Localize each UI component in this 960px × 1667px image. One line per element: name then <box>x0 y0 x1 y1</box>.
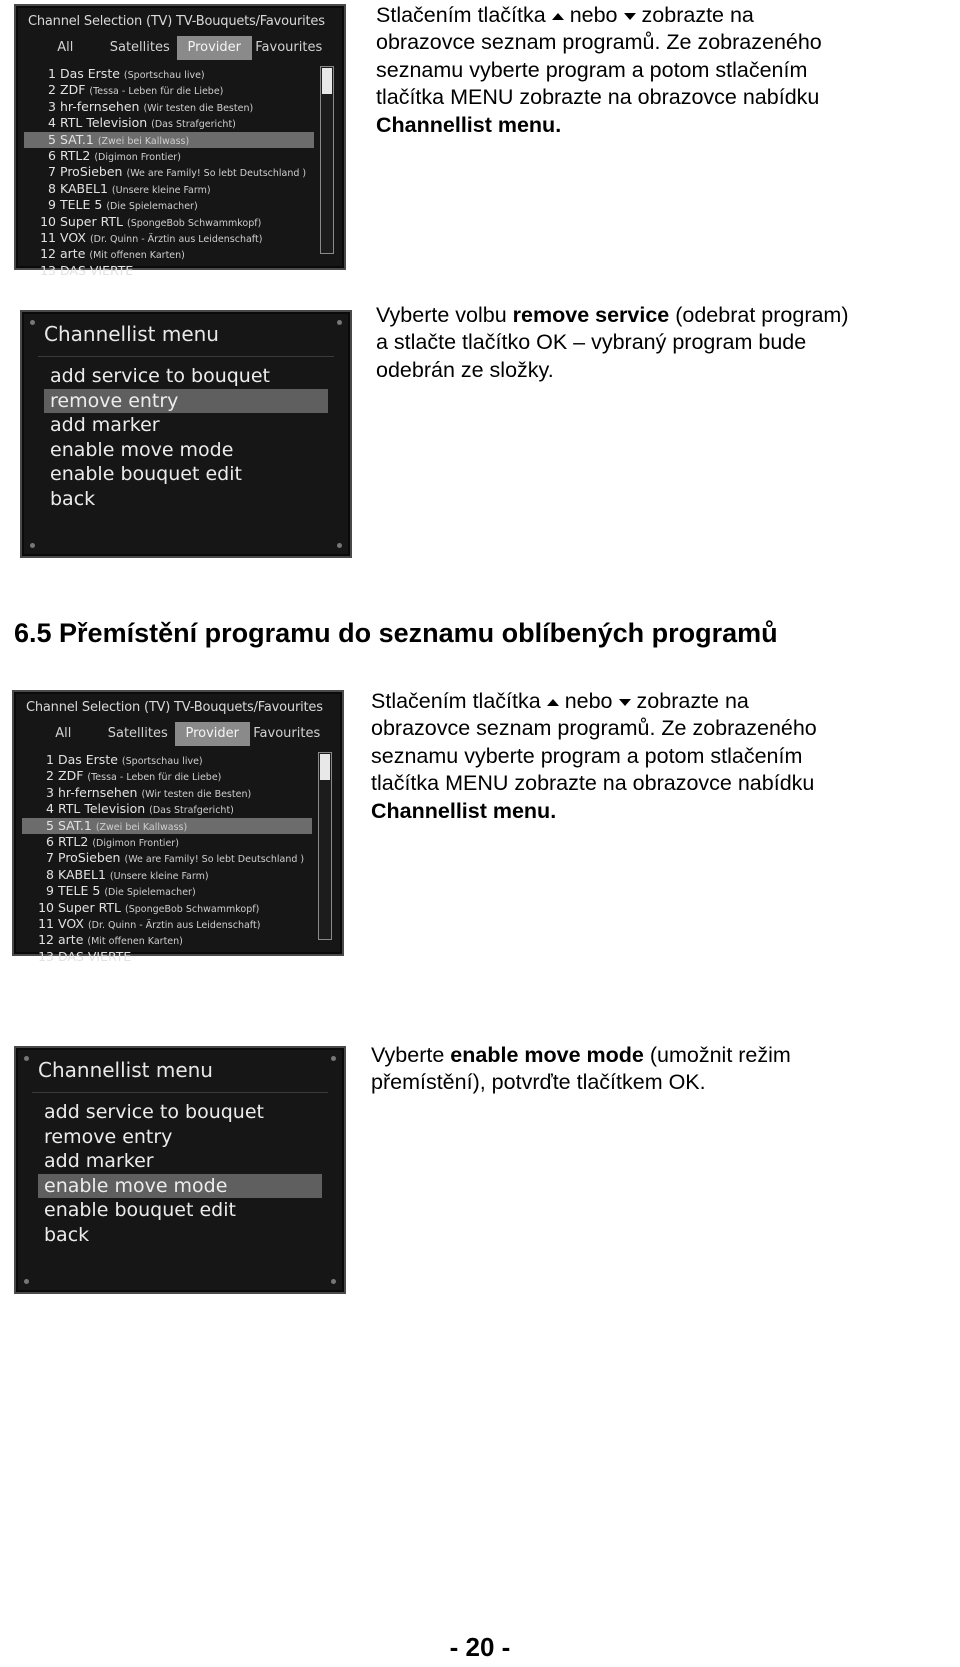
intro-text-1a: Stlačením tlačítka <box>376 3 546 27</box>
move-paragraph <box>371 1042 791 1097</box>
menu-title: Channellist menu <box>38 1058 213 1082</box>
menu-item[interactable]: remove entry <box>44 389 328 414</box>
channel-event: (We are Family! So lebt Deutschland ) <box>126 168 307 180</box>
channel-row[interactable] <box>24 82 314 98</box>
intro-text-5: Channellist menu. <box>371 798 557 823</box>
channel-number: 11 <box>38 915 54 931</box>
channel-name: RTL2 <box>58 833 89 849</box>
screw-dot-icon <box>24 1279 29 1284</box>
menu-item[interactable]: enable bouquet edit <box>44 1199 236 1222</box>
channel-name: ProSieben <box>58 850 121 866</box>
channel-name: DAS VIERTE <box>58 948 132 964</box>
channel-event: (Unsere kleine Farm) <box>111 184 211 196</box>
channel-number: 5 <box>46 817 54 833</box>
channel-event: (Die Spielemacher) <box>104 887 196 899</box>
channel-event: (Wir testen die Besten) <box>141 788 252 800</box>
screw-dot-icon <box>337 543 342 548</box>
menu-item[interactable]: add service to bouquet <box>44 1101 264 1123</box>
intro-text-1a: Stlačením tlačítka <box>371 689 541 713</box>
channel-name: VOX <box>60 229 86 245</box>
intro-text-3: seznamu vyberte program a potom stlačením <box>371 743 803 768</box>
channel-event: (Mit offenen Karten) <box>89 250 185 262</box>
remove-paragraph <box>376 302 849 384</box>
scrollbar-thumb[interactable] <box>320 754 330 780</box>
menu-item[interactable]: remove entry <box>44 1125 173 1148</box>
channel-name: hr-fernsehen <box>60 98 140 114</box>
channel-number: 9 <box>48 197 56 213</box>
channel-name: Das Erste <box>60 66 120 81</box>
move-text-1b: enable move mode <box>450 1043 644 1067</box>
channel-row[interactable] <box>24 115 314 131</box>
menu-item[interactable]: enable move mode <box>38 1174 322 1199</box>
arrow-up-icon <box>547 699 559 706</box>
channel-row[interactable] <box>24 164 314 180</box>
intro-paragraph-1 <box>376 2 822 139</box>
intro-text-1c: zobrazte na <box>636 689 749 713</box>
menu-divider <box>38 356 334 357</box>
channel-name: ZDF <box>60 82 86 98</box>
intro-text-2: obrazovce seznam programů. Ze zobrazeného <box>376 30 822 55</box>
channel-name: ProSieben <box>60 164 123 180</box>
channel-row[interactable] <box>24 148 314 164</box>
channel-number: 13 <box>38 948 54 964</box>
channel-row[interactable] <box>24 132 314 148</box>
channel-row[interactable] <box>24 181 314 197</box>
channel-number: 6 <box>48 147 56 163</box>
channel-list-scrollbar[interactable] <box>318 752 332 940</box>
channel-event: (Unsere kleine Farm) <box>109 870 209 882</box>
channel-row[interactable] <box>24 197 314 213</box>
section-heading: 6.5 Přemístění programu do seznamu oblíbených programů <box>14 618 778 648</box>
channel-name: KABEL1 <box>60 180 108 196</box>
tab-provider[interactable]: Provider <box>175 722 250 746</box>
channel-number: 9 <box>46 883 54 899</box>
channel-number: 12 <box>38 932 54 948</box>
channel-list-tabs <box>26 722 324 746</box>
channel-event: (Zwei bei Kallwass) <box>95 821 188 833</box>
channel-row[interactable] <box>22 916 312 932</box>
channel-event: (Digimon Frontier) <box>94 151 181 163</box>
channel-number: 12 <box>40 246 56 262</box>
channel-number: 1 <box>46 752 54 767</box>
intro-text-1b: nebo <box>564 689 613 713</box>
screw-dot-icon <box>337 320 342 325</box>
channel-number: 4 <box>46 801 54 817</box>
intro-paragraph-2 <box>371 688 817 825</box>
channel-row[interactable] <box>22 932 312 948</box>
channel-row[interactable] <box>22 883 312 899</box>
tab-satellites[interactable]: Satellites <box>107 726 168 741</box>
intro-text-2: obrazovce seznam programů. Ze zobrazeného <box>371 716 817 741</box>
channel-event: (Zwei bei Kallwass) <box>97 135 190 147</box>
channel-list-tabs <box>28 36 326 60</box>
channel-name: SAT.1 <box>58 817 92 833</box>
channel-event: (Das Strafgericht) <box>149 805 234 817</box>
channel-event: (Wir testen die Besten) <box>143 102 254 114</box>
channel-row[interactable] <box>22 949 312 965</box>
channel-number: 5 <box>48 131 56 147</box>
channel-number: 4 <box>48 115 56 131</box>
channel-row[interactable] <box>24 214 314 230</box>
menu-item[interactable]: back <box>50 487 96 510</box>
tab-provider[interactable]: Provider <box>177 36 252 60</box>
channel-number: 2 <box>48 82 56 98</box>
menu-item[interactable]: enable move mode <box>50 438 234 461</box>
channel-number: 1 <box>48 66 56 81</box>
channel-event: (Das Strafgericht) <box>151 119 236 131</box>
scrollbar-thumb[interactable] <box>322 68 332 94</box>
channel-number: 8 <box>48 180 56 196</box>
channel-row[interactable] <box>22 801 312 817</box>
channel-list-title: Channel Selection (TV) TV-Bouquets/Favourites <box>26 700 323 715</box>
channel-event: (SpongeBob Schwammkopf) <box>124 903 260 915</box>
channel-row[interactable] <box>24 66 314 82</box>
channellist-menu <box>44 364 328 512</box>
channel-number: 3 <box>48 98 56 114</box>
remove-text-3: odebrán ze složky. <box>376 357 554 382</box>
channel-number: 6 <box>46 833 54 849</box>
channel-number: 10 <box>38 899 54 915</box>
channel-event: (Tessa - Leben für die Liebe) <box>87 772 222 784</box>
channel-name: ZDF <box>58 768 84 784</box>
channel-name: arte <box>60 246 86 262</box>
menu-item[interactable]: add marker <box>44 1150 154 1173</box>
channel-event: (Mit offenen Karten) <box>87 936 183 948</box>
channel-name: SAT.1 <box>60 131 94 147</box>
channel-event: (Dr. Quinn - Ärztin aus Leidenschaft) <box>89 233 263 245</box>
channel-name: TELE 5 <box>60 197 103 213</box>
channel-list <box>24 66 314 279</box>
remove-text-1c: (odebrat program) <box>675 303 849 327</box>
intro-text-3: seznamu vyberte program a potom stlačením <box>376 57 808 82</box>
channel-number: 8 <box>46 866 54 882</box>
screw-dot-icon <box>331 1056 336 1061</box>
channellist-menu-screenshot <box>14 1046 346 1294</box>
move-text-1c: (umožnit režim <box>649 1043 791 1067</box>
remove-text-2: a stlačte tlačítko OK – vybraný program bude <box>376 330 807 355</box>
arrow-down-icon <box>619 699 631 706</box>
channel-name: KABEL1 <box>58 866 106 882</box>
channel-number: 10 <box>40 213 56 229</box>
channel-event: (Tessa - Leben für die Liebe) <box>89 86 224 98</box>
channel-name: arte <box>58 932 84 948</box>
channel-name: Das Erste <box>58 752 118 767</box>
channel-number: 13 <box>40 262 56 278</box>
menu-item[interactable]: add service to bouquet <box>50 365 270 387</box>
arrow-down-icon <box>624 13 636 20</box>
channel-list-screenshot <box>12 690 344 964</box>
channel-event: (Sportschau live) <box>123 70 205 81</box>
menu-item[interactable]: enable bouquet edit <box>50 463 242 486</box>
tab-all[interactable]: All <box>57 40 74 55</box>
channel-name: RTL Television <box>58 801 146 817</box>
intro-text-4: tlačítka MENU zobrazte na obrazovce nabídku <box>371 771 815 796</box>
tab-all[interactable]: All <box>55 726 72 741</box>
intro-text-1c: zobrazte na <box>641 3 754 27</box>
remove-text-1b: remove service <box>512 303 670 327</box>
channel-row[interactable] <box>22 850 312 866</box>
menu-divider <box>32 1092 328 1093</box>
channellist-menu-screenshot <box>20 310 352 558</box>
move-text-2: přemístění), potvrďte tlačítkem OK. <box>371 1070 706 1095</box>
channel-name: DAS VIERTE <box>60 262 134 278</box>
screw-dot-icon <box>30 320 35 325</box>
tab-favourites[interactable]: Favourites <box>255 40 323 55</box>
menu-item[interactable]: back <box>44 1223 90 1246</box>
intro-text-5: Channellist menu. <box>376 112 562 137</box>
intro-text-4: tlačítka MENU zobrazte na obrazovce nabídku <box>376 85 820 110</box>
channel-name: RTL Television <box>60 115 148 131</box>
menu-title: Channellist menu <box>44 322 219 346</box>
channel-number: 3 <box>46 784 54 800</box>
channel-number: 7 <box>48 164 56 180</box>
channel-row[interactable] <box>22 785 312 801</box>
channellist-menu <box>38 1100 322 1248</box>
move-text-1a: Vyberte <box>371 1043 445 1067</box>
channel-name: Super RTL <box>58 899 121 915</box>
tab-favourites[interactable]: Favourites <box>253 726 321 741</box>
channel-list-screenshot <box>14 4 346 278</box>
remove-text-1a: Vyberte volbu <box>376 303 507 327</box>
channel-name: TELE 5 <box>58 883 101 899</box>
channel-row[interactable] <box>22 867 312 883</box>
screw-dot-icon <box>24 1056 29 1061</box>
channel-row[interactable] <box>22 834 312 850</box>
menu-item[interactable]: add marker <box>50 414 160 437</box>
channel-event: (Digimon Frontier) <box>92 837 179 849</box>
channel-name: hr-fernsehen <box>58 784 138 800</box>
channel-event: (Dr. Quinn - Ärztin aus Leidenschaft) <box>87 919 261 931</box>
channel-number: 2 <box>46 768 54 784</box>
channel-event: (Die Spielemacher) <box>106 201 198 213</box>
channel-row[interactable] <box>22 900 312 916</box>
channel-number: 11 <box>40 229 56 245</box>
channel-event: (SpongeBob Schwammkopf) <box>126 217 262 229</box>
intro-text-1b: nebo <box>569 3 618 27</box>
channel-event: (We are Family! So lebt Deutschland ) <box>124 854 305 866</box>
channel-row[interactable] <box>24 230 314 246</box>
channel-row[interactable] <box>22 768 312 784</box>
screw-dot-icon <box>331 1279 336 1284</box>
tab-satellites[interactable]: Satellites <box>109 40 170 55</box>
channel-list-title: Channel Selection (TV) TV-Bouquets/Favourites <box>28 14 325 29</box>
channel-name: Super RTL <box>60 213 123 229</box>
channel-list <box>22 752 312 965</box>
arrow-up-icon <box>552 13 564 20</box>
channel-row[interactable] <box>24 99 314 115</box>
channel-row[interactable] <box>22 752 312 768</box>
channel-row[interactable] <box>24 263 314 279</box>
channel-name: VOX <box>58 915 84 931</box>
channel-event: (Sportschau live) <box>121 756 203 767</box>
screw-dot-icon <box>30 543 35 548</box>
channel-name: RTL2 <box>60 147 91 163</box>
channel-list-scrollbar[interactable] <box>320 66 334 254</box>
channel-row[interactable] <box>22 818 312 834</box>
page-number: - 20 - <box>449 1632 511 1662</box>
channel-number: 7 <box>46 850 54 866</box>
channel-row[interactable] <box>24 246 314 262</box>
